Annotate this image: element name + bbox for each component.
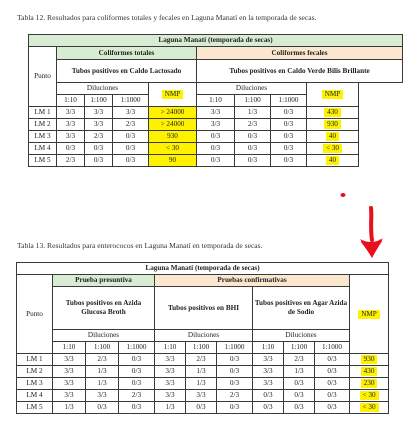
value-cell: 0/3 [119,354,155,366]
value-cell: 3/3 [155,354,186,366]
value-cell: 0/3 [235,131,271,143]
table-row [17,402,389,414]
nmp-value: 930 [324,120,341,129]
value-cell: 2/3 [284,354,315,366]
value-cell: 0/3 [284,402,315,414]
value-cell: 3/3 [253,366,284,378]
value-cell: 0/3 [217,354,253,366]
nmp-label: NMP [358,310,380,319]
dilution-label: 1:100 [85,95,113,107]
dilution-label: 1:1000 [271,95,307,107]
dilution-label: 1:1000 [217,342,253,354]
value-cell: 2/3 [235,119,271,131]
table-13 [16,262,389,414]
red-arrow-icon [357,206,387,264]
value-cell: 0/3 [119,378,155,390]
value-cell: 0/3 [235,143,271,155]
table-12 [28,34,403,167]
diluciones-header: Diluciones [253,330,350,342]
nmp-cell [350,390,389,402]
nmp-cell [350,378,389,390]
dilution-label: 1:100 [86,342,119,354]
value-cell: 3/3 [53,366,86,378]
value-cell: 0/3 [197,131,235,143]
value-cell: 3/3 [86,390,119,402]
value-cell: 0/3 [85,155,113,167]
table13-caption: Tabla 13. Resultados para enterococos en Laguna Manatí en temporada de secas. [17,241,263,250]
value-cell: 0/3 [113,143,149,155]
value-cell: 0/3 [86,402,119,414]
nmp-cell: > 24000 [149,119,197,131]
value-cell: 3/3 [57,131,85,143]
value-cell: 1/3 [284,366,315,378]
nmp-header [307,83,359,107]
punto-cell: LM 3 [17,378,53,390]
nmp-cell [307,119,359,131]
value-cell: 0/3 [113,131,149,143]
nmp-value: < 30 [360,391,379,400]
dilution-label: 1:10 [57,95,85,107]
diluciones-header: Diluciones [155,330,253,342]
nmp-cell [350,366,389,378]
bhi-header: Tubos positivos en BHI [155,287,253,330]
table-row [17,354,389,366]
value-cell: 0/3 [271,155,307,167]
dilution-label: 1:100 [235,95,271,107]
nmp-value: < 30 [323,144,342,153]
punto-cell: LM 4 [17,390,53,402]
value-cell: 0/3 [235,155,271,167]
nmp-value: 230 [361,379,378,388]
punto-cell: LM 2 [29,119,57,131]
value-cell: 0/3 [57,143,85,155]
nmp-value: < 30 [360,403,379,412]
value-cell: 2/3 [186,354,217,366]
value-cell: 0/3 [315,378,350,390]
dilution-label: 1:100 [284,342,315,354]
caldo-verde-header: Tubos positivos en Caldo Verde Bilis Brillante [197,60,403,83]
value-cell: 0/3 [315,354,350,366]
value-cell: 1/3 [155,402,186,414]
value-cell: 0/3 [315,390,350,402]
value-cell: 0/3 [119,366,155,378]
value-cell: 1/3 [186,378,217,390]
nmp-cell [307,155,359,167]
value-cell: 2/3 [85,131,113,143]
nmp-value: 430 [361,367,378,376]
dilution-label: 1:1000 [113,95,149,107]
nmp-cell [307,143,359,155]
dilution-label: 1:10 [155,342,186,354]
value-cell: 3/3 [85,107,113,119]
nmp-cell [350,354,389,366]
nmp-value: 430 [324,108,341,117]
nmp-value: 40 [326,156,339,165]
nmp-label: NMP [162,90,184,99]
value-cell: 0/3 [113,155,149,167]
value-cell: 3/3 [155,390,186,402]
dilution-label: 1:10 [53,342,86,354]
dilution-label: 1:10 [253,342,284,354]
table-row [29,143,403,155]
table-row [29,131,403,143]
nmp-cell: 930 [149,131,197,143]
nmp-cell: 90 [149,155,197,167]
value-cell: 3/3 [186,390,217,402]
table-row [29,119,403,131]
table-row [17,378,389,390]
value-cell: 0/3 [315,366,350,378]
value-cell: 0/3 [119,402,155,414]
value-cell: 3/3 [53,390,86,402]
value-cell: 0/3 [271,119,307,131]
azida-glucosa-header: Tubos positivos en Azida Glucosa Broth [53,287,155,330]
value-cell: 3/3 [197,119,235,131]
value-cell: 3/3 [197,107,235,119]
value-cell: 0/3 [253,390,284,402]
nmp-header [350,275,389,354]
nmp-cell [350,402,389,414]
coliformes-fecales-header: Coliformes fecales [197,47,403,60]
red-dot-mark [339,191,347,199]
value-cell: 0/3 [271,131,307,143]
value-cell: 0/3 [315,402,350,414]
value-cell: 1/3 [235,107,271,119]
value-cell: 2/3 [86,354,119,366]
value-cell: 0/3 [284,378,315,390]
value-cell: 3/3 [113,107,149,119]
value-cell: 1/3 [86,378,119,390]
value-cell: 0/3 [253,402,284,414]
table12-title: Laguna Manatí (temporada de secas) [29,35,403,47]
table13-title: Laguna Manatí (temporada de secas) [17,263,389,275]
punto-cell: LM 5 [17,402,53,414]
value-cell: 3/3 [57,107,85,119]
punto-header: Punto [29,47,57,107]
nmp-header [149,83,197,107]
dilution-label: 1:100 [186,342,217,354]
value-cell: 1/3 [53,402,86,414]
value-cell: 2/3 [119,390,155,402]
value-cell: 1/3 [186,366,217,378]
dilution-label: 1:1000 [315,342,350,354]
punto-cell: LM 5 [29,155,57,167]
table-row [29,107,403,119]
punto-cell: LM 3 [29,131,57,143]
value-cell: 3/3 [155,378,186,390]
value-cell: 3/3 [155,366,186,378]
table-row [29,155,403,167]
value-cell: 3/3 [53,378,86,390]
value-cell: 3/3 [253,354,284,366]
value-cell: 3/3 [53,354,86,366]
diluciones-header: Diluciones [197,83,307,95]
punto-cell: LM 1 [17,354,53,366]
punto-cell: LM 4 [29,143,57,155]
table12-caption: Tabla 12. Resultados para coliformes totales y fecales en Laguna Manatí en la temporada de secas. [17,13,317,22]
table-row [17,366,389,378]
coliformes-totales-header: Coliformes totales [57,47,197,60]
value-cell: 3/3 [57,119,85,131]
value-cell: 0/3 [217,366,253,378]
punto-header: Punto [17,275,53,354]
value-cell: 1/3 [86,366,119,378]
caldo-lactosado-header: Tubos positivos en Caldo Lactosado [57,60,197,83]
nmp-cell [307,107,359,119]
punto-cell: LM 1 [29,107,57,119]
agar-azida-header: Tubos positivos en Agar Azida de Sodio [253,287,350,330]
value-cell: 0/3 [271,143,307,155]
pruebas-confirmativas-header: Pruebas confirmativas [155,275,350,287]
value-cell: 0/3 [186,402,217,414]
nmp-cell [307,131,359,143]
nmp-value: 930 [361,355,378,364]
value-cell: 2/3 [113,119,149,131]
value-cell: 0/3 [217,378,253,390]
nmp-value: 40 [326,132,339,141]
diluciones-header: Diluciones [57,83,149,95]
table-row [17,390,389,402]
value-cell: 0/3 [85,143,113,155]
value-cell: 0/3 [284,390,315,402]
prueba-presuntiva-header: Prueba presuntiva [53,275,155,287]
value-cell: 0/3 [217,402,253,414]
dilution-label: 1:10 [197,95,235,107]
punto-cell: LM 2 [17,366,53,378]
value-cell: 0/3 [197,155,235,167]
value-cell: 0/3 [271,107,307,119]
diluciones-header: Diluciones [53,330,155,342]
value-cell: 2/3 [217,390,253,402]
value-cell: 2/3 [57,155,85,167]
dilution-label: 1:1000 [119,342,155,354]
nmp-label: NMP [322,90,344,99]
value-cell: 0/3 [197,143,235,155]
value-cell: 3/3 [253,378,284,390]
nmp-cell: < 30 [149,143,197,155]
value-cell: 3/3 [85,119,113,131]
nmp-cell: > 24000 [149,107,197,119]
